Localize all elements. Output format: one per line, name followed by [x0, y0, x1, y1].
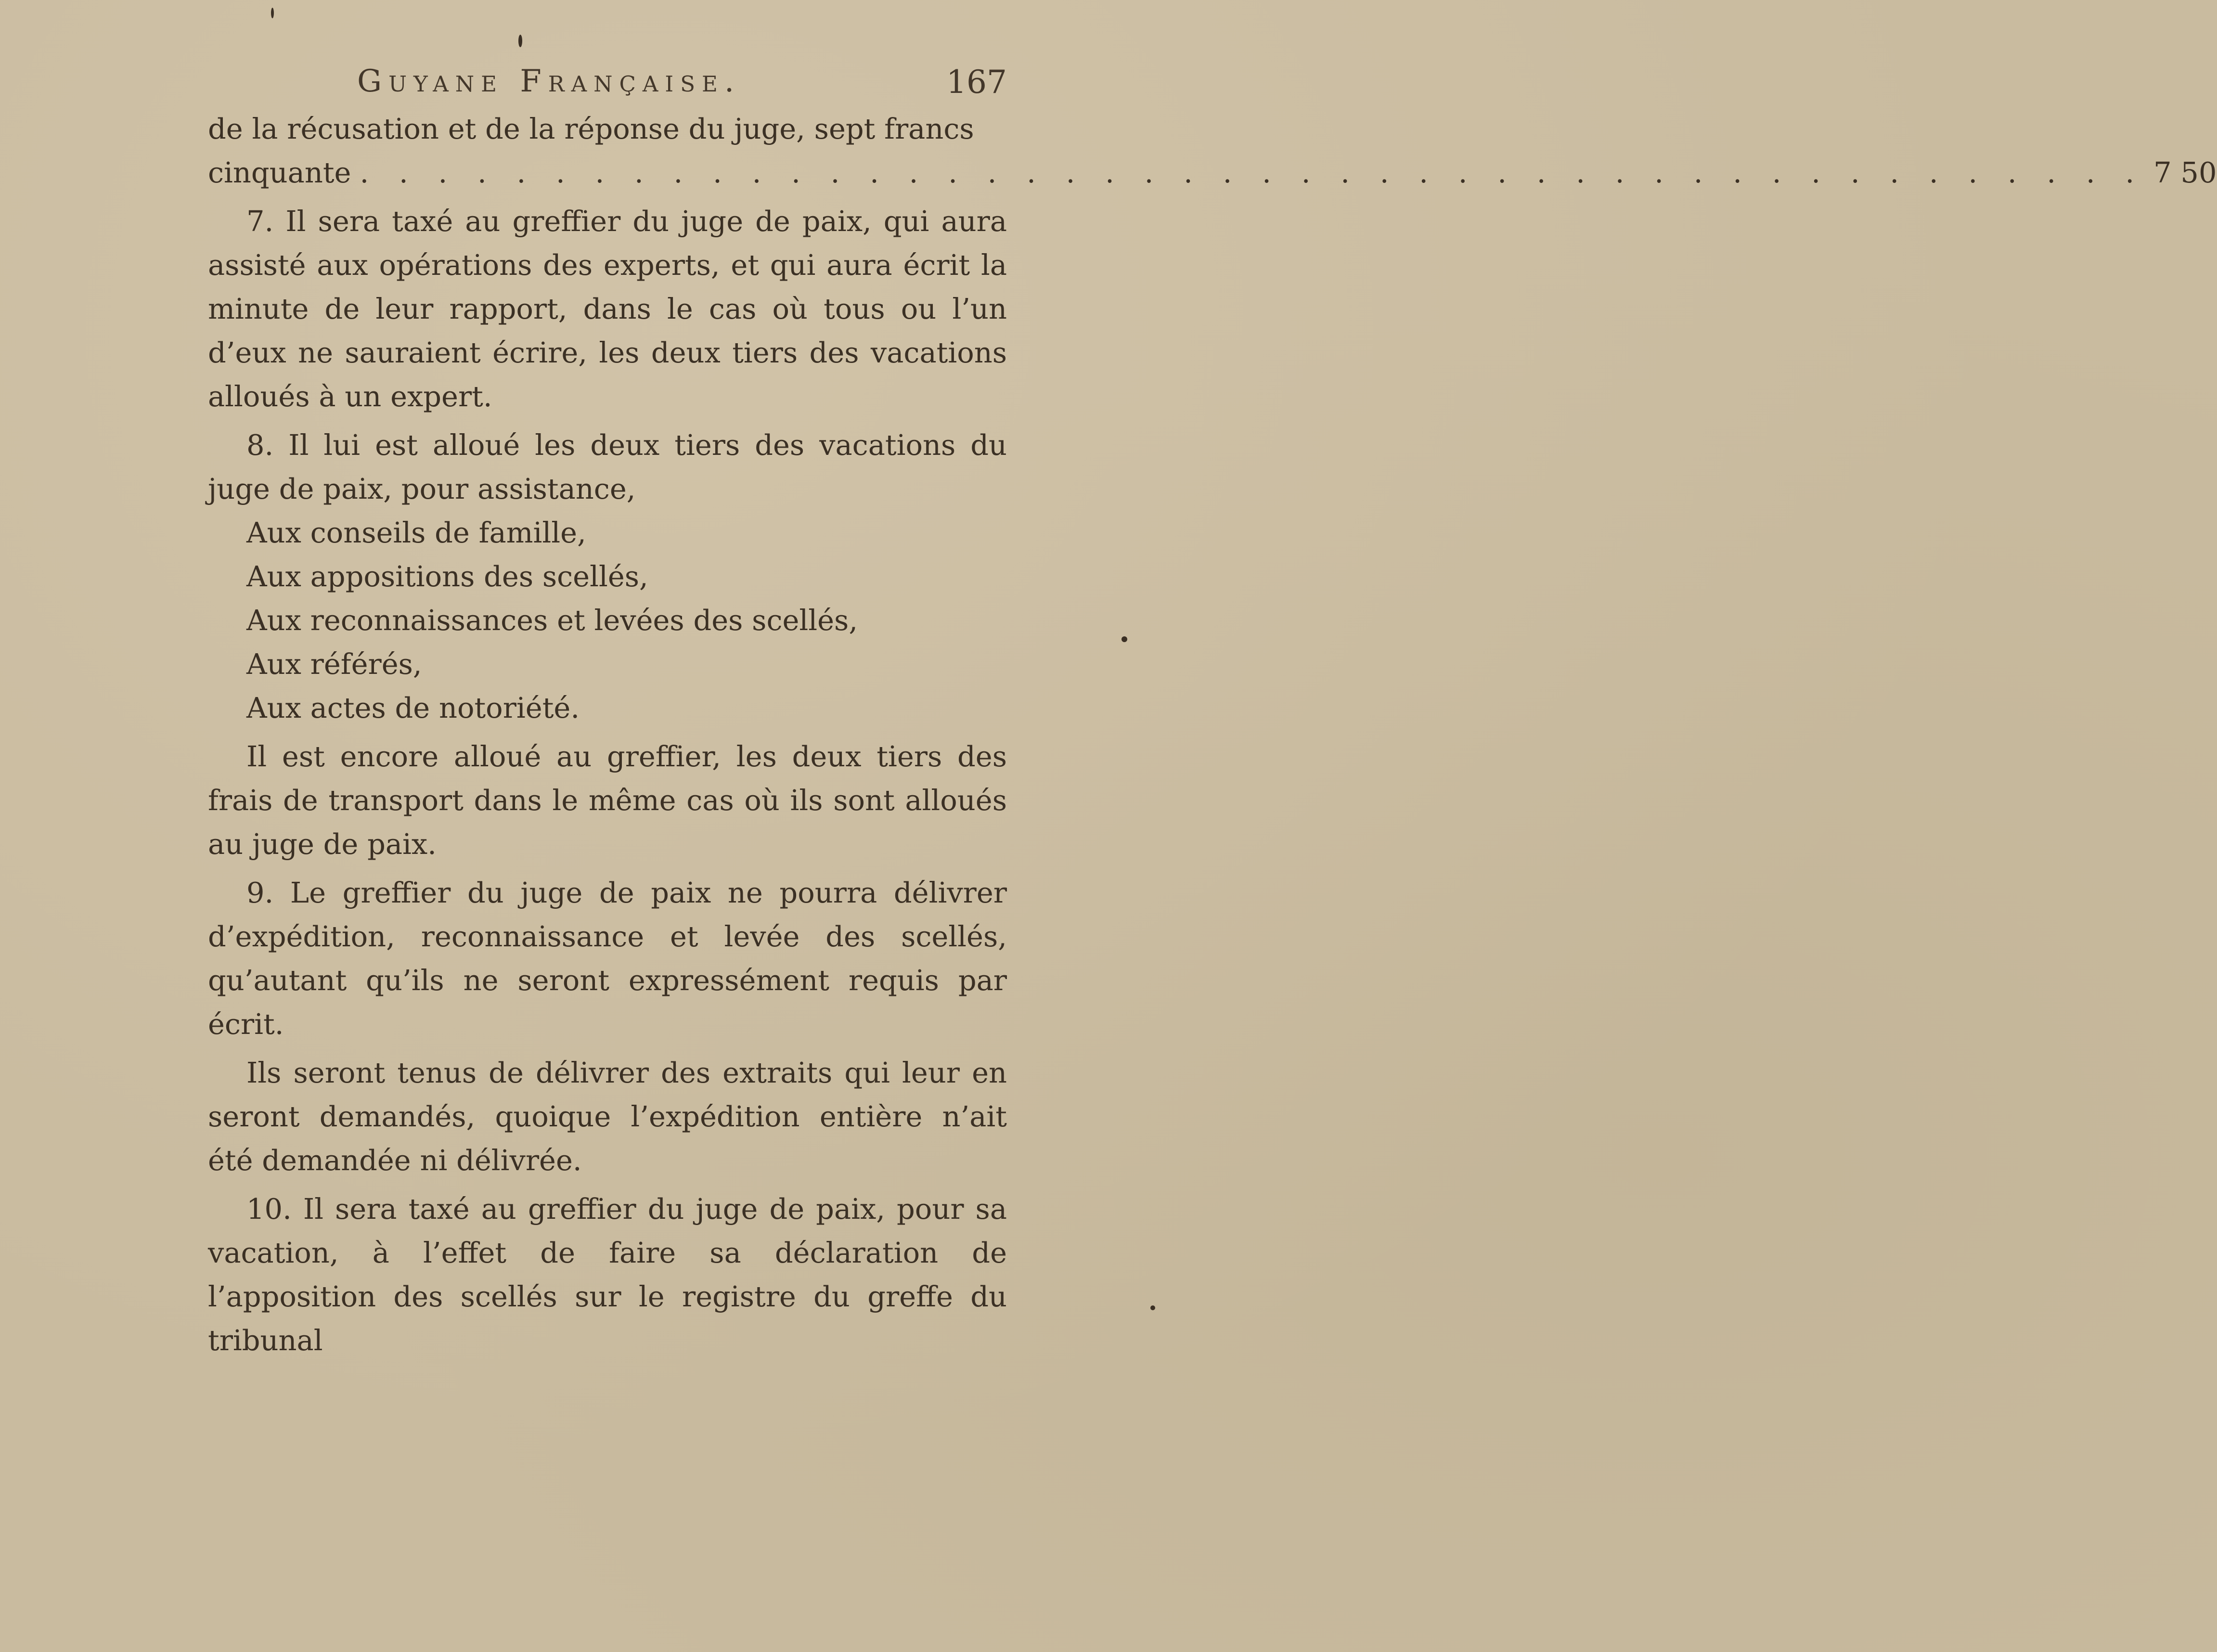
article-8-list [208, 511, 1007, 730]
list-item: Aux actes de notoriété. [246, 691, 580, 724]
ink-speck [1121, 636, 1127, 642]
fee-line-text: cinquante [208, 156, 351, 189]
fee-line [208, 151, 2217, 194]
list-item: Aux conseils de famille, [246, 516, 586, 549]
list-item: Aux référés, [246, 647, 422, 681]
article-10: 10. Il sera taxé au greffier du juge de paix, pour sa vacation, à l’effet de faire sa déclaration de l’apposition des scellés sur le registre du greffe du tribunal [208, 1192, 1007, 1357]
list-item: Aux reconnaissances et levées des scellés, [246, 604, 858, 637]
ink-speck [518, 35, 522, 47]
opening-line: de la récusation et de la réponse du juge, sept francs [208, 112, 974, 145]
page-body [208, 107, 2217, 1362]
article-9-addendum: Ils seront tenus de délivrer des extraits qui leur en seront demandés, quoique l’expédition entière n’ait été demandée ni délivrée. [208, 1056, 1007, 1177]
article-8: 8. Il lui est alloué les deux tiers des vacations du juge de paix, pour assistance, [208, 428, 1007, 505]
ink-speck [1150, 1305, 1155, 1310]
dot-leader: . . . . . . . . . . . . . . . . . . . . . . . . . . . . . . . . . . . . . . . . . . . . . . [360, 156, 2145, 189]
list-item: Aux appositions des scellés, [246, 560, 648, 593]
article-8-addendum: Il est encore alloué au greffier, les deux tiers des frais de transport dans le même cas où ils sont alloués au juge de paix. [208, 740, 1007, 861]
fee-amount: 7 50 [2153, 156, 2217, 189]
page-number: 167 [946, 64, 1007, 101]
running-title: Guyane Française. [357, 64, 741, 99]
article-9: 9. Le greffier du juge de paix ne pourra délivrer d’expédition, reconnaissance et levée des scellés, qu’autant qu’ils ne seront expressément requis par écrit. [208, 876, 1007, 1041]
ink-speck [271, 8, 274, 18]
article-7: 7. Il sera taxé au greffier du juge de paix, qui aura assisté aux opérations des experts, et qui aura écrit la minute de leur rapport, dans le cas où tous ou l’un d’eux ne sauraient écrire, les deux tiers des vacations alloués à un expert. [208, 205, 1007, 413]
page-header [208, 64, 1007, 112]
